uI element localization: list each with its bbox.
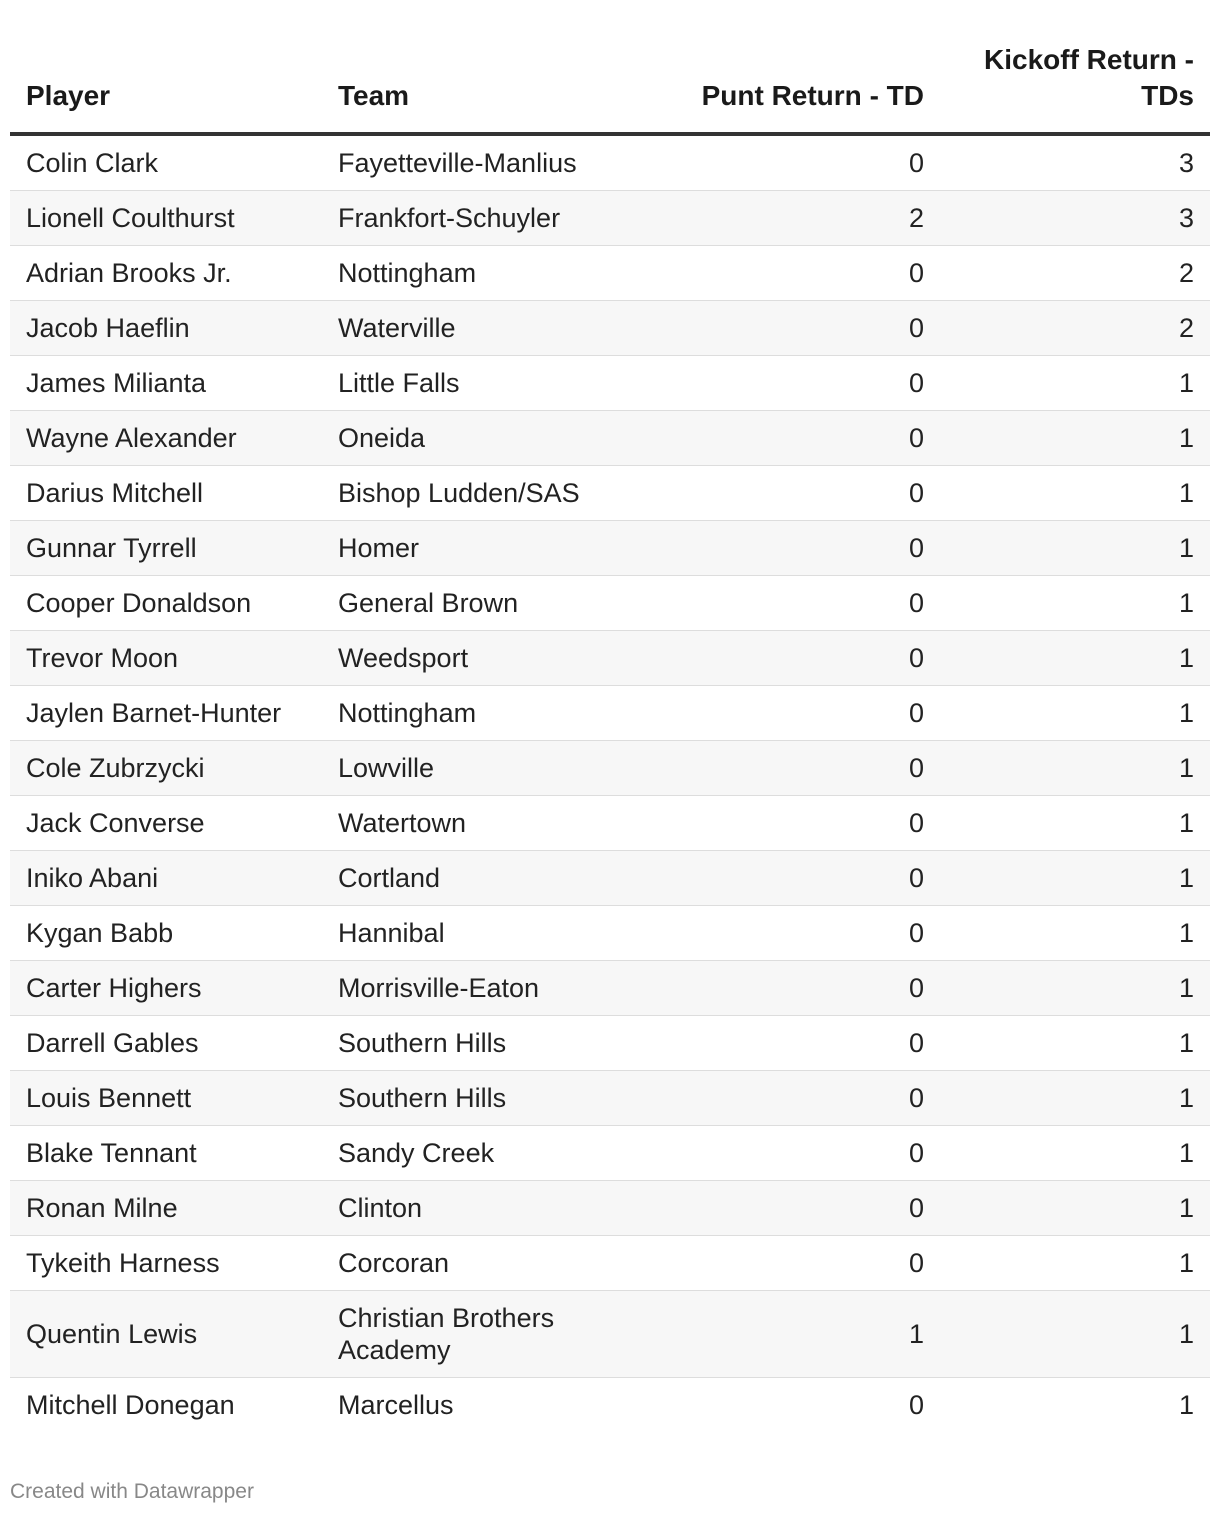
cell-player: Jaylen Barnet-Hunter [10,686,322,741]
cell-kickoff-return-tds: 1 [940,1016,1210,1071]
cell-player: Darius Mitchell [10,466,322,521]
cell-punt-return-td: 0 [622,576,940,631]
cell-punt-return-td: 0 [622,1181,940,1236]
cell-player: Ronan Milne [10,1181,322,1236]
cell-punt-return-td: 0 [622,1126,940,1181]
cell-player: Gunnar Tyrrell [10,521,322,576]
cell-player: Trevor Moon [10,631,322,686]
cell-player: Carter Highers [10,961,322,1016]
cell-kickoff-return-tds: 1 [940,1378,1210,1433]
cell-punt-return-td: 0 [622,521,940,576]
cell-punt-return-td: 0 [622,906,940,961]
cell-player: Jack Converse [10,796,322,851]
cell-team: Nottingham [322,246,622,301]
cell-punt-return-td: 0 [622,466,940,521]
cell-kickoff-return-tds: 2 [940,301,1210,356]
cell-kickoff-return-tds: 1 [940,631,1210,686]
cell-team: General Brown [322,576,622,631]
cell-kickoff-return-tds: 1 [940,576,1210,631]
table-row [10,1016,1210,1071]
cell-player: Jacob Haeflin [10,301,322,356]
cell-kickoff-return-tds: 1 [940,521,1210,576]
cell-player: Kygan Babb [10,906,322,961]
cell-team: Watertown [322,796,622,851]
cell-team: Marcellus [322,1378,622,1433]
table-row [10,576,1210,631]
table-row [10,1181,1210,1236]
cell-team: Weedsport [322,631,622,686]
cell-kickoff-return-tds: 1 [940,906,1210,961]
table-row [10,851,1210,906]
table-row [10,246,1210,301]
cell-kickoff-return-tds: 1 [940,851,1210,906]
cell-player: Cooper Donaldson [10,576,322,631]
table-row [10,1126,1210,1181]
table-row [10,191,1210,246]
cell-team: Lowville [322,741,622,796]
cell-punt-return-td: 0 [622,1016,940,1071]
table-row [10,1291,1210,1378]
column-header-team[interactable]: Team [322,0,622,134]
cell-player: Darrell Gables [10,1016,322,1071]
cell-punt-return-td: 0 [622,796,940,851]
cell-team: Homer [322,521,622,576]
table-header [10,0,1210,134]
stats-table-container [10,0,1210,1432]
table-row [10,134,1210,191]
column-header-punt-return-td[interactable]: Punt Return - TD [622,0,940,134]
column-header-kickoff-return-tds[interactable]: Kickoff Return - TDs [940,0,1210,134]
cell-team: Bishop Ludden/SAS [322,466,622,521]
cell-player: Cole Zubrzycki [10,741,322,796]
cell-team: Hannibal [322,906,622,961]
table-row [10,466,1210,521]
cell-punt-return-td: 0 [622,1236,940,1291]
cell-team: Frankfort-Schuyler [322,191,622,246]
cell-team: Southern Hills [322,1016,622,1071]
cell-punt-return-td: 0 [622,246,940,301]
cell-team: Waterville [322,301,622,356]
cell-punt-return-td: 0 [622,1071,940,1126]
cell-team: Little Falls [322,356,622,411]
cell-player: James Milianta [10,356,322,411]
cell-punt-return-td: 0 [622,961,940,1016]
table-body [10,134,1210,1432]
table-row [10,686,1210,741]
cell-punt-return-td: 0 [622,411,940,466]
table-row [10,1071,1210,1126]
cell-kickoff-return-tds: 1 [940,1181,1210,1236]
cell-punt-return-td: 0 [622,851,940,906]
cell-kickoff-return-tds: 1 [940,1236,1210,1291]
cell-player: Blake Tennant [10,1126,322,1181]
cell-team: Oneida [322,411,622,466]
cell-punt-return-td: 0 [622,356,940,411]
table-row [10,906,1210,961]
cell-player: Iniko Abani [10,851,322,906]
return-td-table [10,0,1210,1432]
cell-punt-return-td: 0 [622,134,940,191]
table-row [10,1236,1210,1291]
cell-player: Wayne Alexander [10,411,322,466]
table-row [10,741,1210,796]
cell-player: Quentin Lewis [10,1291,322,1378]
cell-player: Lionell Coulthurst [10,191,322,246]
cell-player: Adrian Brooks Jr. [10,246,322,301]
cell-player: Tykeith Harness [10,1236,322,1291]
cell-team: Nottingham [322,686,622,741]
cell-player: Louis Bennett [10,1071,322,1126]
table-row [10,411,1210,466]
cell-player: Colin Clark [10,134,322,191]
cell-kickoff-return-tds: 1 [940,411,1210,466]
cell-team: Christian Brothers Academy [322,1291,622,1378]
cell-punt-return-td: 1 [622,1291,940,1378]
cell-kickoff-return-tds: 1 [940,961,1210,1016]
cell-kickoff-return-tds: 1 [940,686,1210,741]
cell-punt-return-td: 0 [622,301,940,356]
table-row [10,796,1210,851]
cell-kickoff-return-tds: 3 [940,191,1210,246]
cell-team: Morrisville-Eaton [322,961,622,1016]
column-header-player[interactable]: Player [10,0,322,134]
cell-kickoff-return-tds: 1 [940,466,1210,521]
cell-punt-return-td: 0 [622,741,940,796]
table-row [10,961,1210,1016]
cell-kickoff-return-tds: 2 [940,246,1210,301]
cell-kickoff-return-tds: 1 [940,1071,1210,1126]
datawrapper-credit: Created with Datawrapper [10,1480,254,1503]
cell-kickoff-return-tds: 3 [940,134,1210,191]
table-row [10,521,1210,576]
cell-team: Sandy Creek [322,1126,622,1181]
cell-kickoff-return-tds: 1 [940,741,1210,796]
table-row [10,1378,1210,1433]
cell-team: Cortland [322,851,622,906]
cell-punt-return-td: 2 [622,191,940,246]
cell-punt-return-td: 0 [622,1378,940,1433]
cell-kickoff-return-tds: 1 [940,1291,1210,1378]
header-row [10,0,1210,134]
cell-kickoff-return-tds: 1 [940,1126,1210,1181]
table-row [10,631,1210,686]
cell-team: Corcoran [322,1236,622,1291]
cell-player: Mitchell Donegan [10,1378,322,1433]
cell-team: Southern Hills [322,1071,622,1126]
table-row [10,301,1210,356]
cell-kickoff-return-tds: 1 [940,796,1210,851]
cell-punt-return-td: 0 [622,631,940,686]
cell-kickoff-return-tds: 1 [940,356,1210,411]
table-row [10,356,1210,411]
cell-team: Fayetteville-Manlius [322,134,622,191]
cell-punt-return-td: 0 [622,686,940,741]
cell-team: Clinton [322,1181,622,1236]
